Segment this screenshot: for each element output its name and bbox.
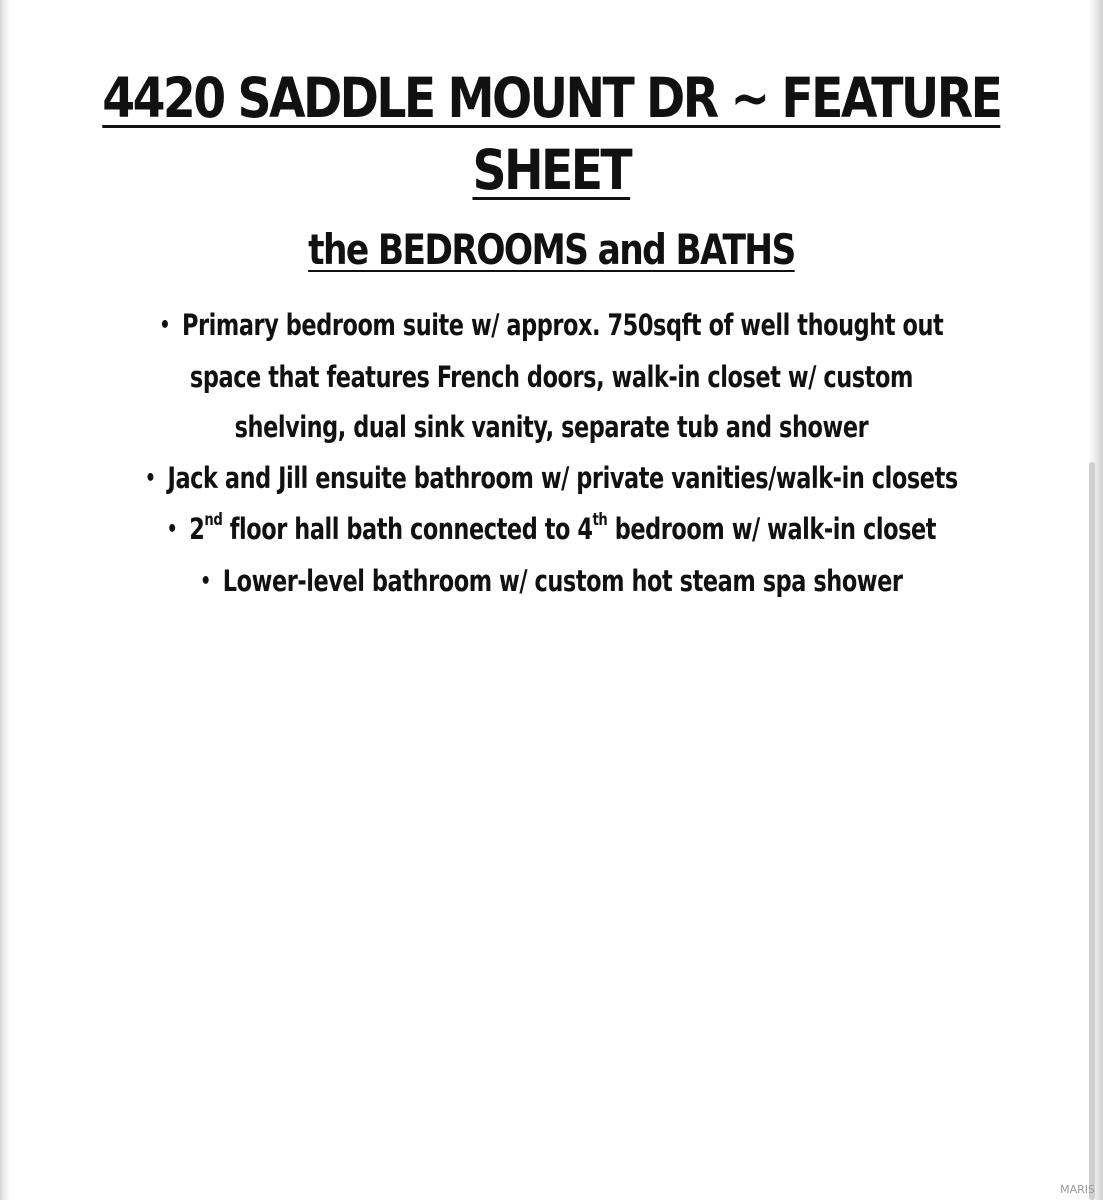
feature-text-part: bedroom w/ walk-in closet bbox=[607, 512, 937, 546]
watermark: MARIS bbox=[1060, 1183, 1095, 1196]
feature-line: space that features French doors, walk-in closet w/ custom bbox=[189, 359, 913, 394]
feature-text: Jack and Jill ensuite bathroom w/ private vanities/walk-in closets bbox=[167, 460, 958, 495]
feature-item-primary-suite bbox=[129, 300, 974, 453]
page-title bbox=[77, 62, 1026, 206]
feature-item-jack-and-jill bbox=[129, 453, 974, 505]
scrollbar-thumb[interactable] bbox=[1089, 462, 1095, 1200]
ordinal-suffix: th bbox=[592, 510, 608, 530]
feature-text: Lower-level bathroom w/ custom hot steam spa shower bbox=[222, 563, 903, 598]
feature-text-part: floor hall bath connected to 4 bbox=[222, 512, 593, 546]
bullet-icon: • bbox=[159, 313, 170, 338]
feature-list bbox=[129, 300, 974, 607]
feature-line: shelving, dual sink vanity, separate tub and shower bbox=[234, 410, 869, 444]
feature-line: Primary bedroom suite w/ approx. 750sqft of well thought out bbox=[181, 308, 944, 342]
section-title bbox=[99, 222, 1003, 278]
feature-text-part: 2 bbox=[189, 512, 205, 546]
left-page-edge bbox=[0, 0, 10, 1200]
section-title-text: the BEDROOMS and BATHS bbox=[308, 225, 795, 274]
bullet-icon: • bbox=[166, 517, 178, 542]
bullet-icon: • bbox=[145, 465, 156, 491]
ordinal-suffix: nd bbox=[204, 510, 223, 530]
bullet-icon: • bbox=[200, 568, 211, 594]
feature-item-lower-level-bath bbox=[129, 556, 974, 608]
feature-item-hall-bath bbox=[129, 504, 974, 556]
page-title-text: 4420 SADDLE MOUNT DR ~ FEATURE SHEET bbox=[102, 66, 1001, 202]
